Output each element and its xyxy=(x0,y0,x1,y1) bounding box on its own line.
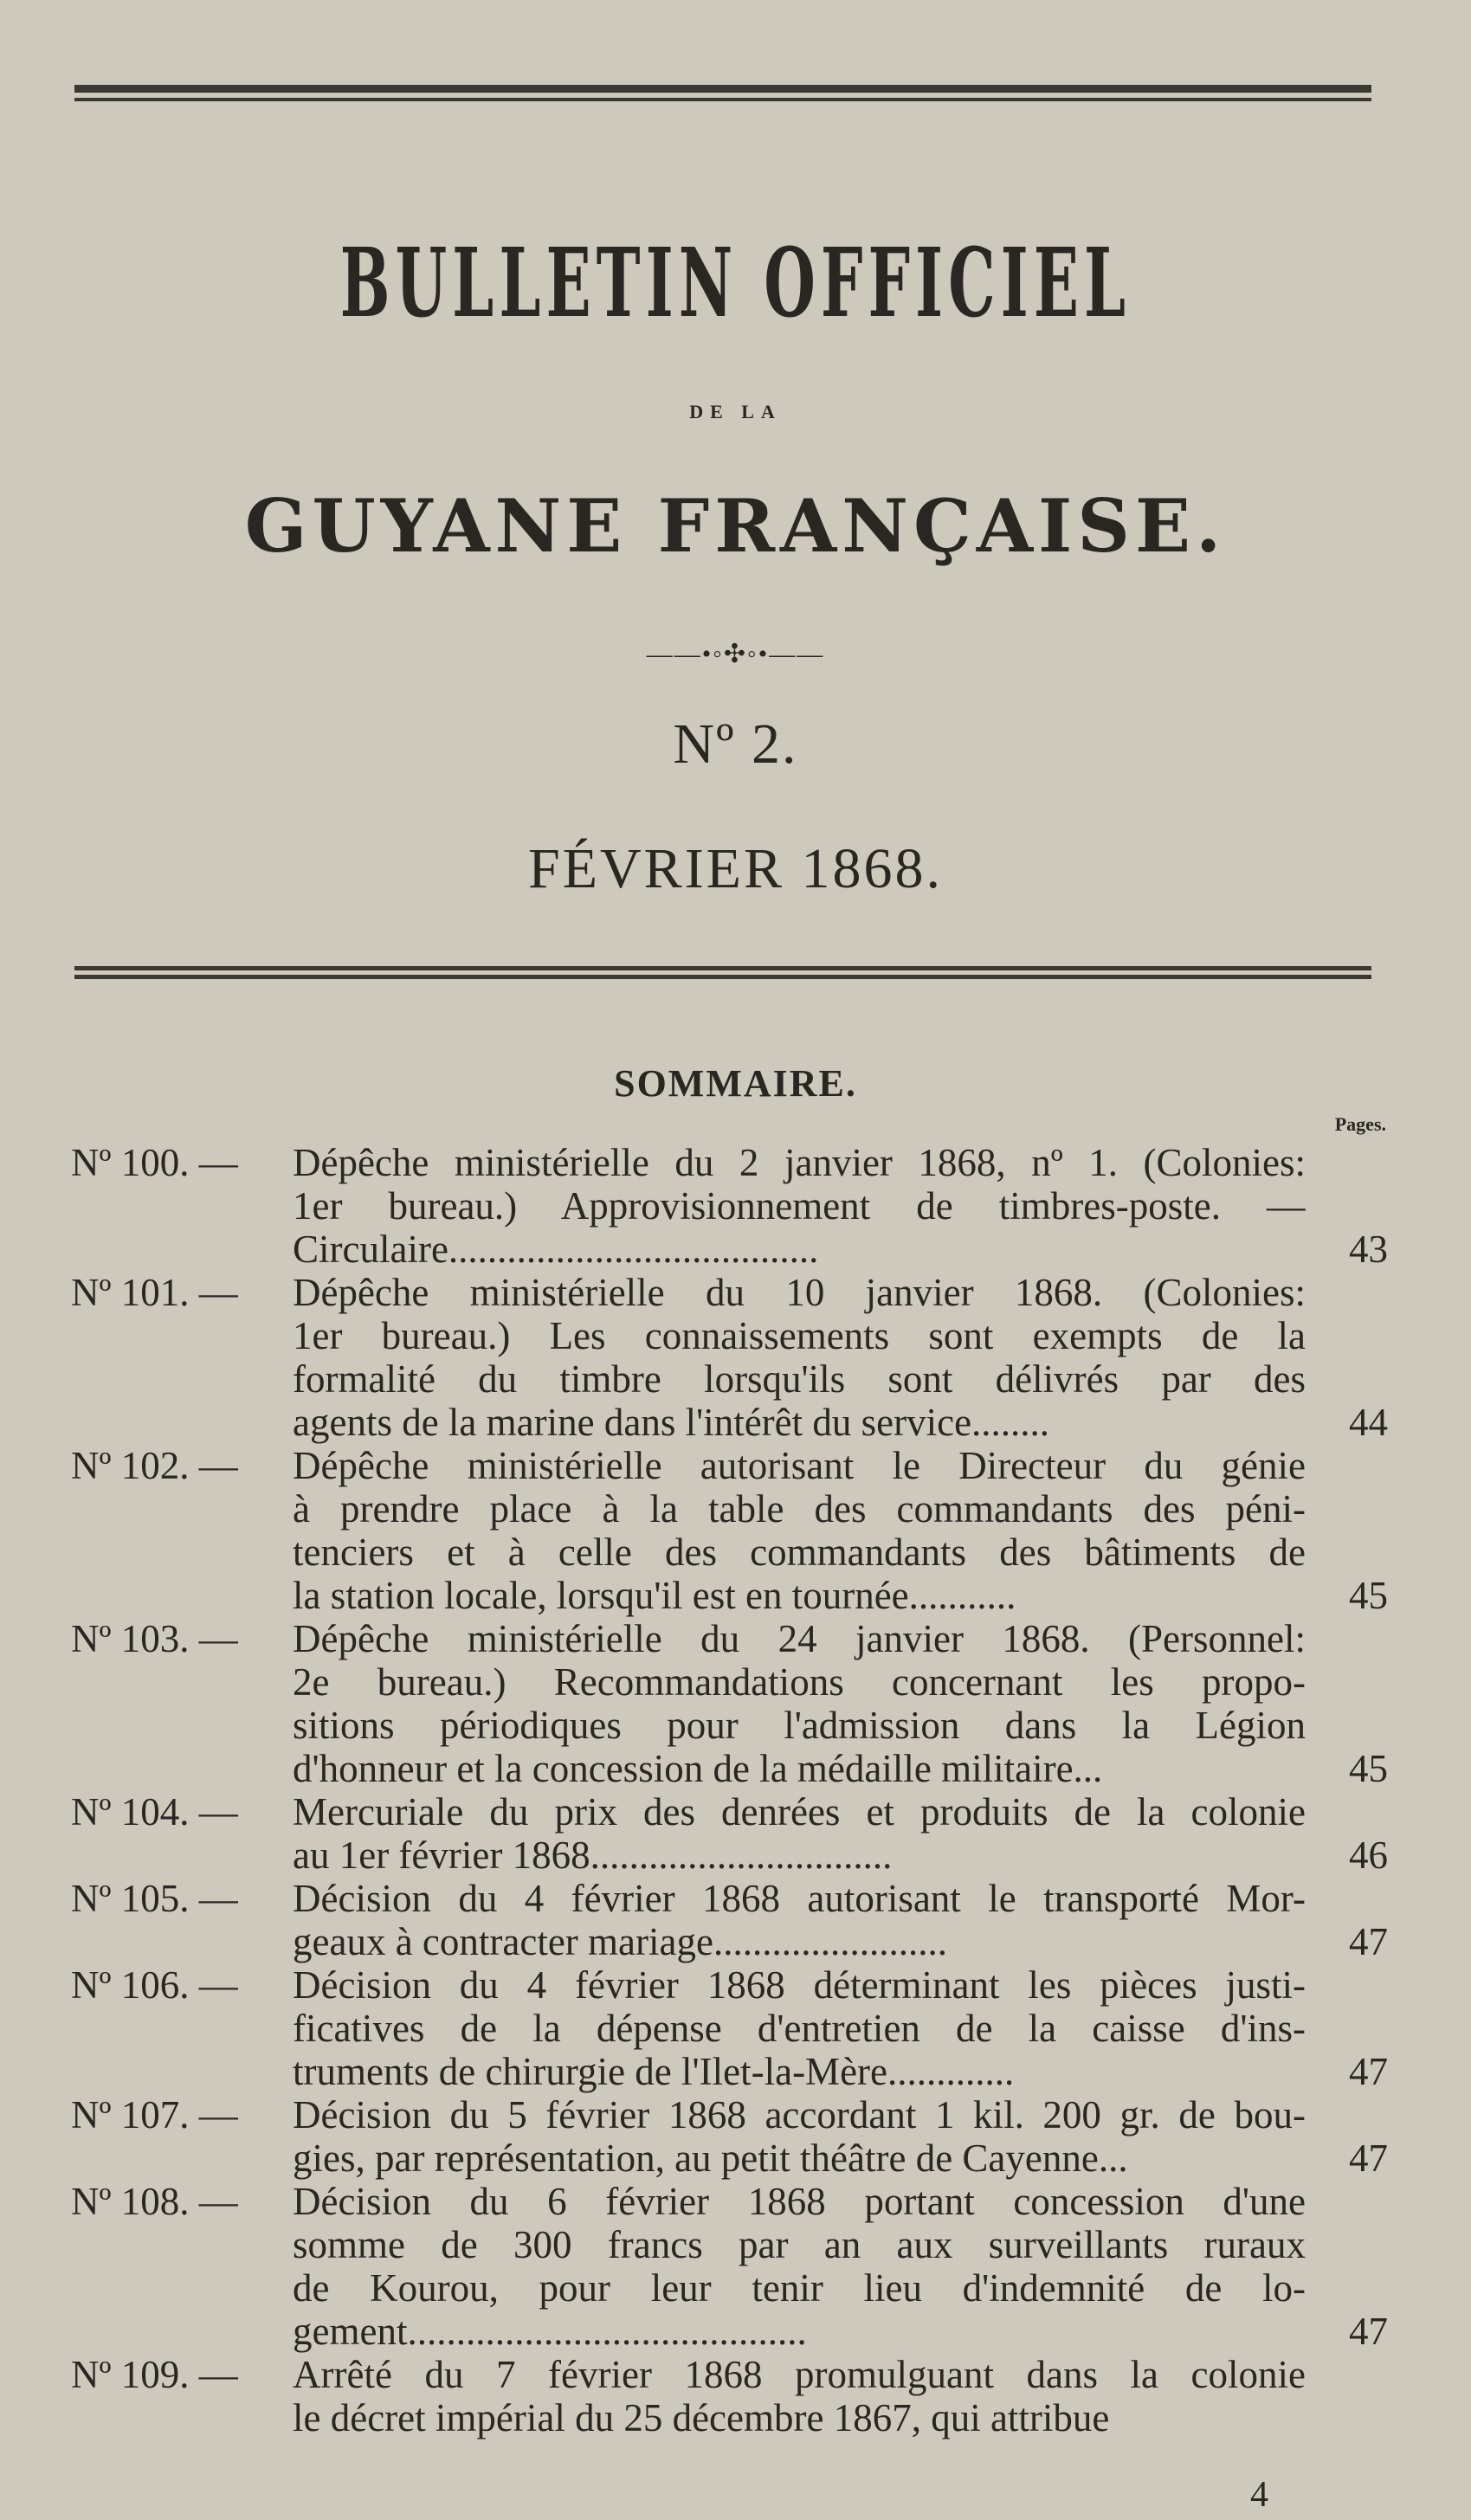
entry-line: tenciers et à celle des commandants des bâtiments de xyxy=(293,1531,1306,1574)
sommaire-entry xyxy=(0,1617,1471,1790)
entry-text xyxy=(293,2180,1306,2353)
entry-number: Nº 109. — xyxy=(71,2353,238,2396)
middle-double-rule xyxy=(74,966,1371,979)
entry-line: Dépêche ministérielle du 10 janvier 1868. (Colonies: xyxy=(293,1271,1306,1314)
sommaire-entry xyxy=(0,2353,1471,2439)
entry-line: de Kourou, pour leur tenir lieu d'indemnité de lo- xyxy=(293,2266,1306,2310)
entry-number: Nº 101. — xyxy=(71,1271,238,1314)
entry-line: à prendre place à la table des commandants des péni- xyxy=(293,1487,1306,1531)
entry-page-number: 44 xyxy=(1349,1401,1388,1444)
entry-page-number: 47 xyxy=(1349,2137,1388,2180)
entry-line: Décision du 5 février 1868 accordant 1 kil. 200 gr. de bou- xyxy=(293,2093,1306,2137)
issue-date: FÉVRIER 1868. xyxy=(527,837,944,900)
entry-line: le décret impérial du 25 décembre 1867, qui attribue xyxy=(293,2396,1110,2439)
sommaire-entry xyxy=(0,2180,1471,2353)
entry-text xyxy=(293,1271,1306,1444)
entry-page-number: 46 xyxy=(1349,1834,1388,1877)
sommaire-heading: SOMMAIRE. xyxy=(614,1062,857,1105)
sommaire-entry xyxy=(0,1790,1471,1877)
entry-page-number: 47 xyxy=(1349,1920,1388,1963)
entry-line: 1er bureau.) Les connaissements sont exempts de la xyxy=(293,1314,1306,1357)
entry-line: ficatives de la dépense d'entretien de la caisse d'ins- xyxy=(293,2007,1306,2050)
entry-page-number: 47 xyxy=(1349,2310,1388,2353)
entry-number: Nº 105. — xyxy=(71,1877,238,1920)
entry-line: sitions périodiques pour l'admission dans la Légion xyxy=(293,1704,1306,1747)
entry-number: Nº 102. — xyxy=(71,1444,238,1487)
entry-line: Dépêche ministérielle du 2 janvier 1868, nº 1. (Colonies: xyxy=(293,1141,1306,1184)
entry-line: 2e bureau.) Recommandations concernant les propo- xyxy=(293,1660,1306,1704)
entry-line: agents de la marine dans l'intérêt du service........ xyxy=(293,1401,1050,1444)
sommaire-entry xyxy=(0,2093,1471,2180)
entry-number: Nº 108. — xyxy=(71,2180,238,2223)
entry-line: d'honneur et la concession de la médaille militaire... xyxy=(293,1747,1103,1790)
entry-number: Nº 103. — xyxy=(71,1617,238,1660)
issue-number: Nº 2. xyxy=(673,712,798,776)
entry-text xyxy=(293,1141,1306,1271)
entry-line: somme de 300 francs par an aux surveillants ruraux xyxy=(293,2223,1306,2266)
entry-page-number: 45 xyxy=(1349,1574,1388,1617)
entry-line: Décision du 4 février 1868 autorisant le transporté Mor- xyxy=(293,1877,1306,1920)
entry-page-number: 45 xyxy=(1349,1747,1388,1790)
sommaire-entry xyxy=(0,1444,1471,1617)
entry-number: Nº 106. — xyxy=(71,1963,238,2007)
entry-line: 1er bureau.) Approvisionnement de timbres-poste. — xyxy=(293,1184,1306,1228)
entry-text xyxy=(293,1790,1306,1877)
top-double-rule xyxy=(74,85,1371,101)
sommaire-entry xyxy=(0,1963,1471,2093)
entry-text xyxy=(293,1444,1306,1617)
sommaire-entry xyxy=(0,1141,1471,1271)
entry-line: gement......................................... xyxy=(293,2310,807,2353)
signature-mark: 4 xyxy=(1250,2475,1268,2515)
entry-text xyxy=(293,1877,1306,1963)
de-la-text: DE LA xyxy=(689,401,782,422)
entry-line: Dépêche ministérielle autorisant le Directeur du génie xyxy=(293,1444,1306,1487)
entry-line: gies, par représentation, au petit théâtre de Cayenne... xyxy=(293,2137,1128,2180)
entry-line: Arrêté du 7 février 1868 promulguant dans la colonie xyxy=(293,2353,1306,2396)
entry-line: formalité du timbre lorsqu'ils sont délivrés par des xyxy=(293,1357,1306,1401)
ornament-divider: ——•◦✣◦•—— xyxy=(646,640,825,668)
entry-number: Nº 107. — xyxy=(71,2093,238,2137)
sommaire-entry xyxy=(0,1877,1471,1963)
entry-page-number: 47 xyxy=(1349,2050,1388,2093)
entry-page-number: 43 xyxy=(1349,1228,1388,1271)
entry-number: Nº 104. — xyxy=(71,1790,238,1834)
entry-text xyxy=(293,1963,1306,2093)
entry-line: Mercuriale du prix des denrées et produits de la colonie xyxy=(293,1790,1306,1834)
entry-line: Décision du 6 février 1868 portant concession d'une xyxy=(293,2180,1306,2223)
guyane-subtitle: GUYANE FRANÇAISE. xyxy=(244,483,1227,569)
entry-line: Dépêche ministérielle du 24 janvier 1868. (Personnel: xyxy=(293,1617,1306,1660)
pages-column-label: Pages. xyxy=(1334,1113,1386,1135)
entry-text xyxy=(293,2353,1306,2439)
entry-line: geaux à contracter mariage........................ xyxy=(293,1920,947,1963)
bulletin-title: BULLETIN OFFICIEL xyxy=(339,227,1132,338)
entry-line: la station locale, lorsqu'il est en tournée........... xyxy=(293,1574,1016,1617)
entry-line: au 1er février 1868............................... xyxy=(293,1834,893,1877)
entry-text xyxy=(293,1617,1306,1790)
entry-number: Nº 100. — xyxy=(71,1141,238,1184)
entry-text xyxy=(293,2093,1306,2180)
entry-line: Circulaire...................................... xyxy=(293,1228,819,1271)
entry-line: Décision du 4 février 1868 déterminant les pièces justi- xyxy=(293,1963,1306,2007)
sommaire-entry xyxy=(0,1271,1471,1444)
entry-line: truments de chirurgie de l'Ilet-la-Mère............. xyxy=(293,2050,1015,2093)
sommaire-entries xyxy=(0,1141,1471,2439)
